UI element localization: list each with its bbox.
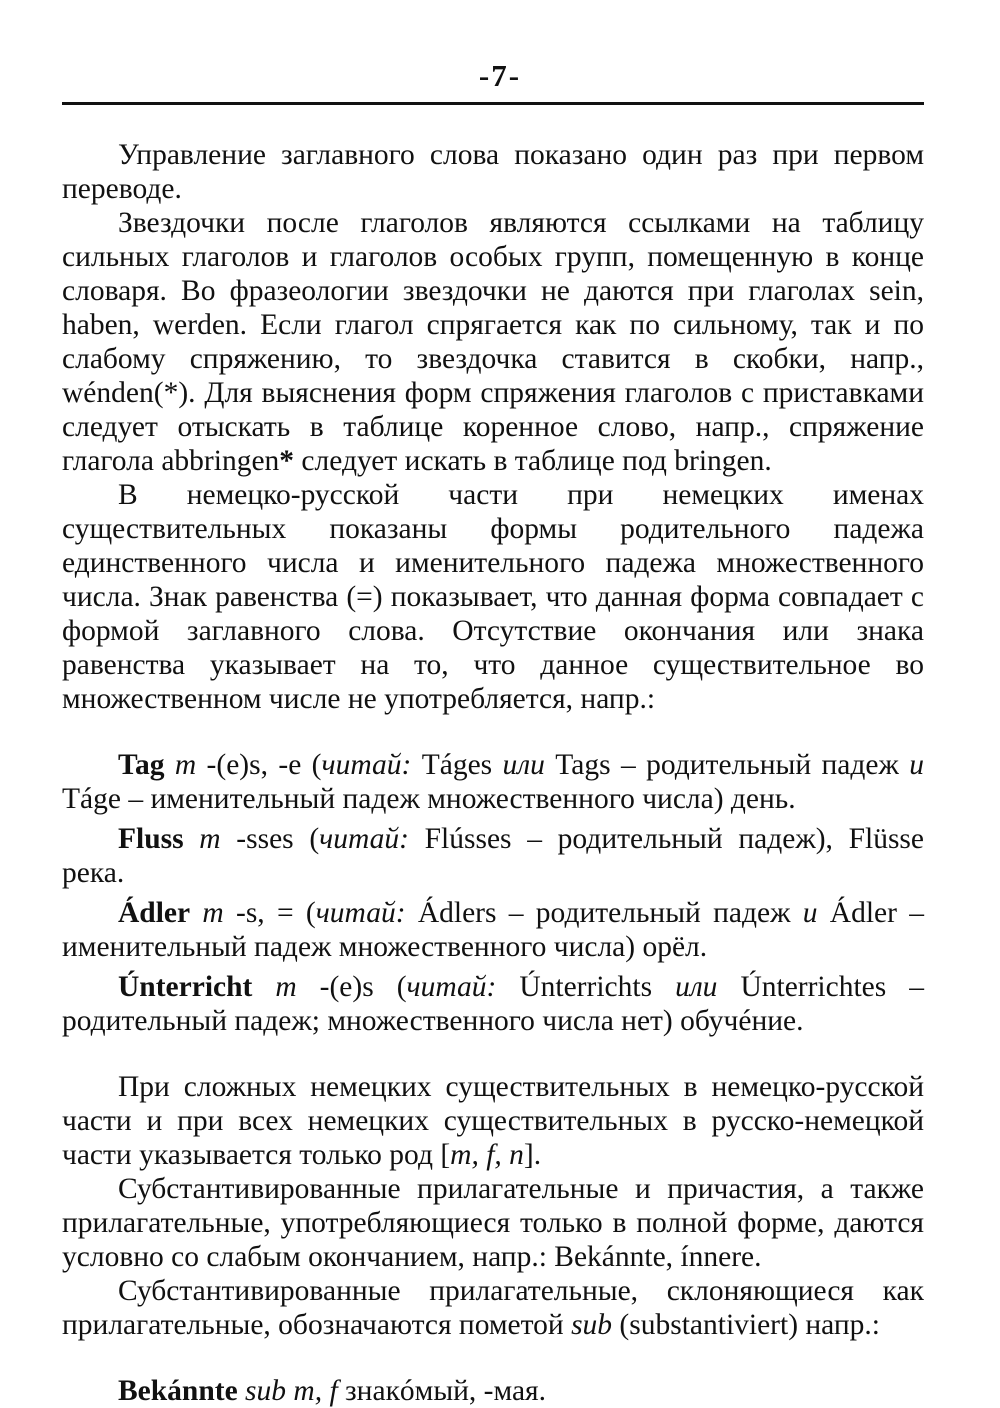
example-tag — [62, 748, 924, 816]
text: Ádler – именительный падеж множественного числа) орёл. — [62, 897, 925, 963]
read-mark: читай: — [319, 823, 409, 855]
or-mark: или — [675, 971, 718, 1003]
paragraph-noun-forms: В немецко-русской части при немецких именах существительных показаны формы родительного падежа единственного числа и именительного падежа множественного числа. Знак равенства (=) показывает, что данная форма совпадает с формой заглавного слова. Отсутствие окончания или знака равенства указывает на то, что данное существительное во множественном числе не употребляется, напр.: — [62, 479, 924, 715]
gender-mark: m — [275, 971, 297, 1003]
and-mark: и — [802, 897, 818, 929]
read-mark: читай: — [321, 749, 412, 781]
text: Ádlers – родительный падеж — [405, 897, 803, 929]
text: При сложных немецких существительных в немецко-русской части и при всех немецких существительных в русско-немецкой части указывается только род [ — [62, 1071, 924, 1171]
and-mark: и — [909, 749, 924, 781]
text: -(e)s, -e ( — [196, 749, 322, 781]
paragraph-substantivized: Субстантивированные прилагательные и причастия, а также прилагательные, употребляющиеся только в полной форме, даются условно со слабым окончанием, напр.: Bekánnte, ínnere. — [62, 1173, 924, 1273]
text: ]. — [523, 1139, 542, 1171]
headword: Tag — [118, 749, 165, 781]
text: следует искать в таблице под bringen. — [294, 445, 772, 477]
page-number: -7- — [478, 58, 522, 93]
header-rule — [62, 102, 924, 105]
read-mark: читай: — [406, 971, 497, 1003]
text: -sses ( — [220, 823, 320, 855]
headword: Ádler — [118, 897, 191, 929]
paragraph-governance: Управление заглавного слова показано один раз при первом переводе. — [62, 139, 924, 205]
gender-mark: m — [174, 749, 197, 781]
example-unterricht — [62, 970, 924, 1038]
read-mark: читай: — [315, 897, 406, 929]
headword: Bekánnte — [118, 1375, 238, 1407]
text: Únterrichtes – родительный падеж; множественного числа нет) обучéние. — [62, 971, 924, 1037]
text: Tags – родительный падеж — [544, 749, 910, 781]
sub-mark: sub — [571, 1309, 613, 1341]
text: Únterrichts — [496, 971, 676, 1003]
text: -s, = ( — [223, 897, 316, 929]
text: Táge – именительный падеж множественного числа) день. — [62, 783, 796, 815]
paragraph-asterisks — [62, 206, 924, 478]
text: Táges — [411, 749, 503, 781]
gender-mark: m — [202, 897, 224, 929]
example-adler — [62, 896, 924, 964]
asterisk-mark: * — [279, 445, 295, 477]
paragraph-compound-nouns — [62, 1070, 924, 1172]
sub-mark: sub m, f — [245, 1375, 338, 1407]
example-bekannte — [62, 1374, 924, 1408]
gender-list: m, f, n — [450, 1139, 524, 1171]
text: Звездочки после глаголов являются ссылками на таблицу сильных глаголов и глаголов особых групп, помещенную в конце словаря. Во фразеологии звездочки не даются при глаголах sein, haben, werden. Если глагол спрягается как по сильному, так и по слабому спряжению, то звездочка ставится в скобки, напр., wénden(*). Для выяснения форм спряжения глаголов с приставками следует отыскать в таблице коренное слово, напр., спряжение глагола abbringen — [62, 207, 924, 477]
or-mark: или — [502, 749, 545, 781]
example-fluss — [62, 822, 924, 890]
text: Flússes – родительный падеж), Flüsse река. — [62, 823, 925, 889]
text: (substantiviert) напр.: — [612, 1309, 880, 1341]
text: знакóмый, -мая. — [337, 1375, 546, 1407]
text: -(e)s ( — [296, 971, 407, 1003]
page-body — [62, 138, 924, 1408]
text: Субстантивированные прилагательные, склоняющиеся как прилагательные, обозначаются пометой — [62, 1275, 924, 1341]
headword: Fluss — [118, 823, 184, 855]
gender-mark: m — [199, 823, 221, 855]
paragraph-sub-mark — [62, 1274, 924, 1342]
headword: Únterricht — [118, 971, 253, 1003]
